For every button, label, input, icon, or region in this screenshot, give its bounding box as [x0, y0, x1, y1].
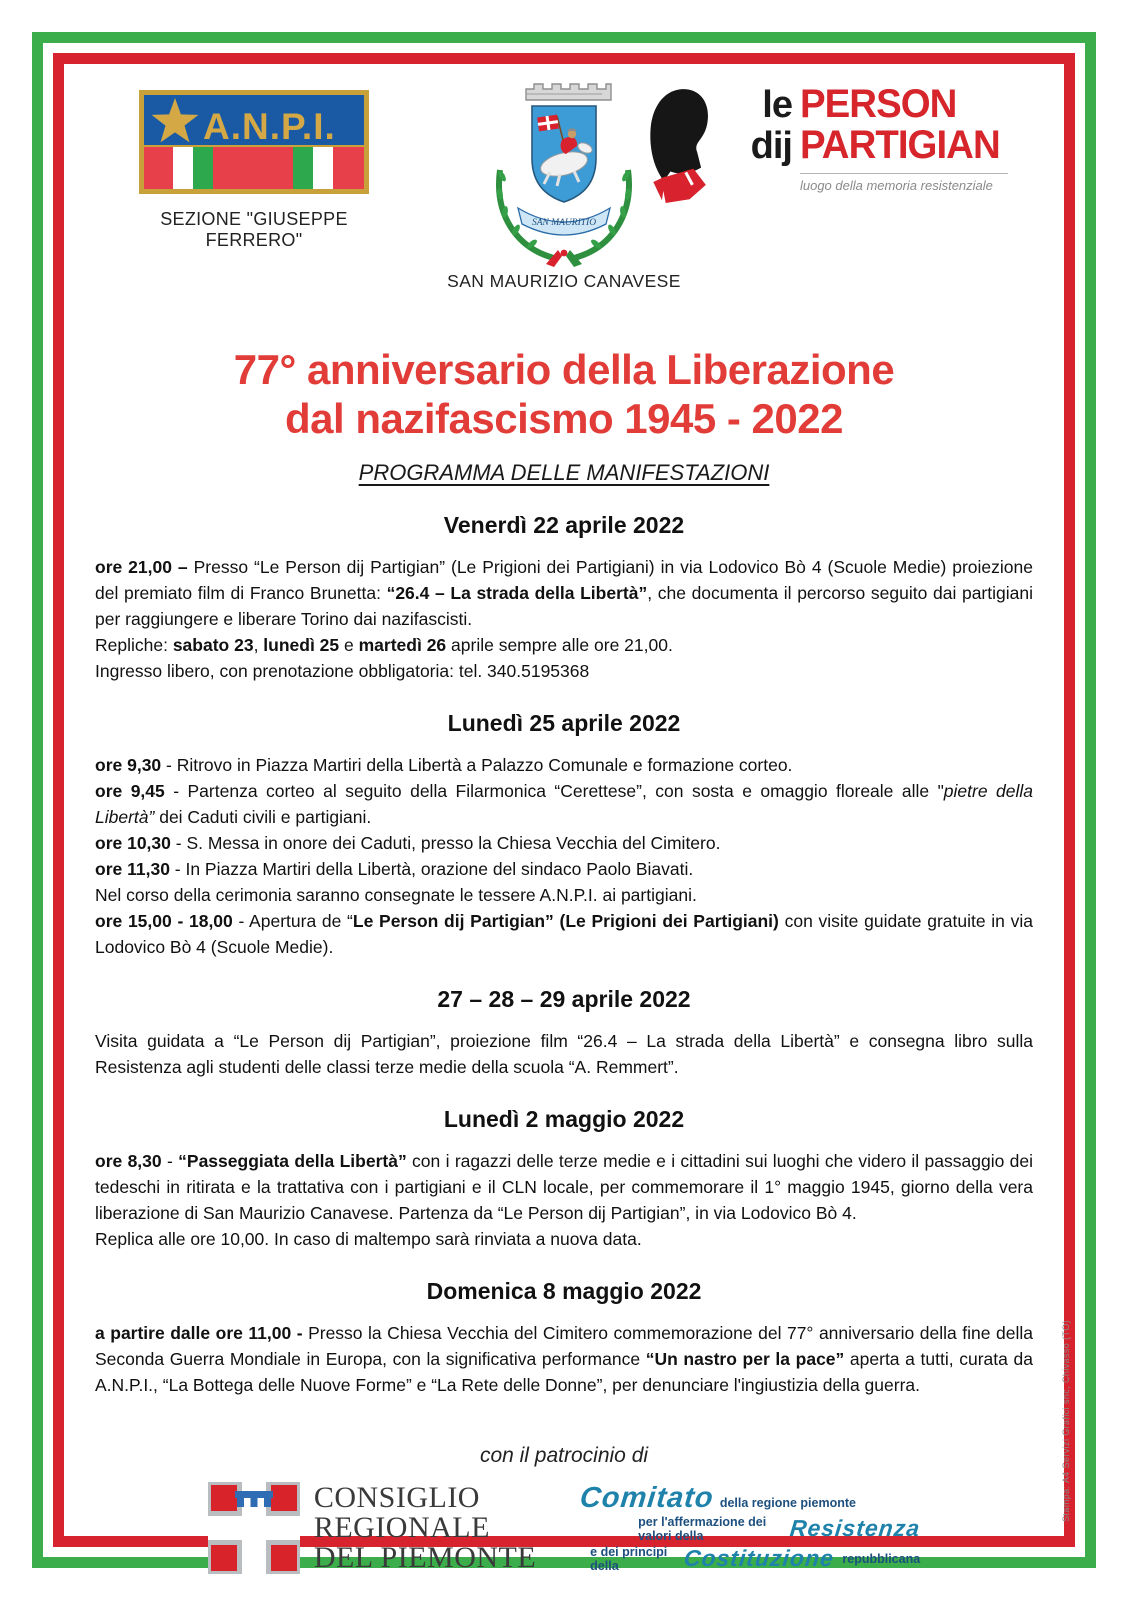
program-paragraph: ore 21,00 – Presso “Le Person dij Partigian” (Le Prigioni dei Partigiani) in via Lodovico Bò 4 (Scuole Medie) proiezione del premiato film di Franco Brunetta: “26.4 – La strada della Libertà”, che documenta il percorso seguito dai partigiani per raggiungere e liberare Torino dai nazifascisti.	[95, 557, 1033, 630]
poster-title	[64, 346, 1064, 443]
consiglio-line-2: REGIONALE	[313, 1511, 490, 1545]
partisan-head-icon	[638, 84, 724, 216]
program-paragraph: ore 9,45 - Partenza corteo al seguito della Filarmonica “Cerettese”, con sosta e omaggio floreale alle "pietre della Libertà” dei Caduti civili e partigiani.	[95, 781, 1034, 828]
section-body	[95, 752, 1033, 960]
title-line-1: 77° anniversario della Liberazione	[233, 346, 895, 393]
partigian-logo-block	[638, 84, 1008, 216]
program-paragraph: ore 15,00 - 18,00 - Apertura de “Le Person dij Partigian” (Le Prigioni dei Partigiani) con visite guidate gratuite in via Lodovico Bò 4 (Scuole Medie).	[95, 911, 1033, 958]
san-maurizio-crest-icon	[464, 72, 664, 268]
section-body	[95, 554, 1033, 684]
program-section	[95, 512, 1033, 684]
anpi-flag-icon	[139, 90, 369, 194]
section-heading: Domenica 8 maggio 2022	[426, 1278, 702, 1305]
comitato-principles-label: e dei principi della	[590, 1544, 668, 1573]
svg-text:A.N.P.I.: A.N.P.I.	[203, 106, 336, 147]
section-heading: Venerdì 22 aprile 2022	[443, 512, 685, 539]
comitato-region-label: della regione piemonte	[719, 1495, 856, 1510]
partigian-article-2: dij	[750, 124, 792, 167]
program-paragraph: a partire dalle ore 11,00 - Presso la Chiesa Vecchia del Cimitero commemorazione del 77° anniversario della fine della Seconda Guerra Mondiale in Europa, con la significativa performance “Un nastro per la pace” aperta a tutti, curata da A.N.P.I., “La Bottega delle Nuove Forme” e “La Rete delle Donne”, per denunciare l'ingiustizia della guerra.	[95, 1323, 1033, 1396]
anpi-logo-block	[112, 90, 396, 251]
section-heading: Lunedì 2 maggio 2022	[443, 1106, 685, 1133]
program-sections	[64, 512, 1064, 1398]
costituzione-word: Costituzione	[683, 1545, 836, 1572]
section-heading: 27 – 28 – 29 aprile 2022	[437, 986, 691, 1013]
program-section	[95, 710, 1033, 960]
partigian-word-1: PERSON	[799, 82, 957, 126]
piemonte-arms-icon	[208, 1482, 300, 1574]
svg-text:SAN MAURITIO: SAN MAURITIO	[531, 218, 597, 228]
patronage-logos	[64, 1482, 1064, 1574]
program-paragraph: Replica alle ore 10,00. In caso di maltempo sarà rinviata a nuova data.	[95, 1229, 642, 1250]
partigian-word-2: PARTIGIAN	[799, 122, 1000, 167]
consiglio-line-1: CONSIGLIO	[313, 1481, 480, 1515]
program-paragraph: Repliche: sabato 23, lunedì 25 e martedì 26 aprile sempre alle ore 21,00.	[95, 635, 673, 656]
program-paragraph: Visita guidata a “Le Person dij Partigian”, proiezione film “26.4 – La strada della Libertà” e consegna libro sulla Resistenza agli studenti delle classi terze medie della scuola “A. Remmert”.	[95, 1031, 1033, 1078]
program-paragraph: ore 9,30 - Ritrovo in Piazza Martiri della Libertà a Palazzo Comunale e formazione corteo.	[95, 755, 793, 776]
title-line-2: dal nazifascismo 1945 - 2022	[285, 394, 843, 442]
comune-name-label: SAN MAURIZIO CANAVESE	[447, 271, 681, 291]
comitato-values-label: per l'affermazione dei valori della	[638, 1514, 767, 1543]
partigian-tagline: luogo della memoria resistenziale	[800, 173, 1008, 193]
repubblicana-label: repubblicana	[842, 1551, 921, 1566]
section-body	[95, 1320, 1033, 1398]
section-heading: Lunedì 25 aprile 2022	[447, 710, 681, 737]
resistenza-word: Resistenza	[788, 1515, 922, 1542]
partigian-article-1: le	[762, 84, 792, 126]
print-credit: Stampa: A4 Servizi Grafici snc, Chivasso (TO)	[1061, 1320, 1071, 1522]
partigian-wordmark	[734, 84, 1008, 193]
patronage-label: con il patrocinio di	[479, 1444, 649, 1468]
poster-content	[64, 64, 1064, 1575]
consiglio-wordmark	[314, 1483, 536, 1573]
program-section	[95, 1106, 1033, 1252]
poster-subtitle: PROGRAMMA DELLE MANIFESTAZIONI	[358, 460, 770, 486]
program-paragraph: ore 8,30 - “Passeggiata della Libertà” con i ragazzi delle terze medie e i cittadini sui luoghi che videro il passaggio dei tedeschi in ritirata e la trattativa con i partigiani e il CLN locale, per commemorare il 1° maggio 1945, giorno della vera liberazione di San Maurizio Canavese. Partenza da “Le Person dij Partigian”, in via Lodovico Bò 4.	[95, 1151, 1034, 1224]
program-section	[95, 986, 1033, 1080]
anpi-section-label: SEZIONE "GIUSEPPE FERRERO"	[160, 209, 348, 250]
program-section	[95, 1278, 1033, 1398]
section-body	[95, 1028, 1033, 1080]
program-paragraph: Nel corso della cerimonia saranno consegnate le tessere A.N.P.I. ai partigiani.	[95, 885, 697, 906]
comitato-resistenza-logo	[578, 1481, 922, 1573]
comitato-word: Comitato	[578, 1481, 716, 1514]
section-body	[95, 1148, 1033, 1252]
program-paragraph: ore 10,30 - S. Messa in onore dei Caduti, presso la Chiesa Vecchia del Cimitero.	[95, 833, 721, 854]
header-logos	[64, 64, 1064, 336]
program-paragraph: ore 11,30 - In Piazza Martiri della Libertà, orazione del sindaco Paolo Biavati.	[95, 859, 694, 880]
consiglio-regionale-logo	[208, 1482, 536, 1574]
program-paragraph: Ingresso libero, con prenotazione obbligatoria: tel. 340.5195368	[95, 661, 590, 682]
consiglio-line-3: DEL PIEMONTE	[313, 1541, 537, 1575]
